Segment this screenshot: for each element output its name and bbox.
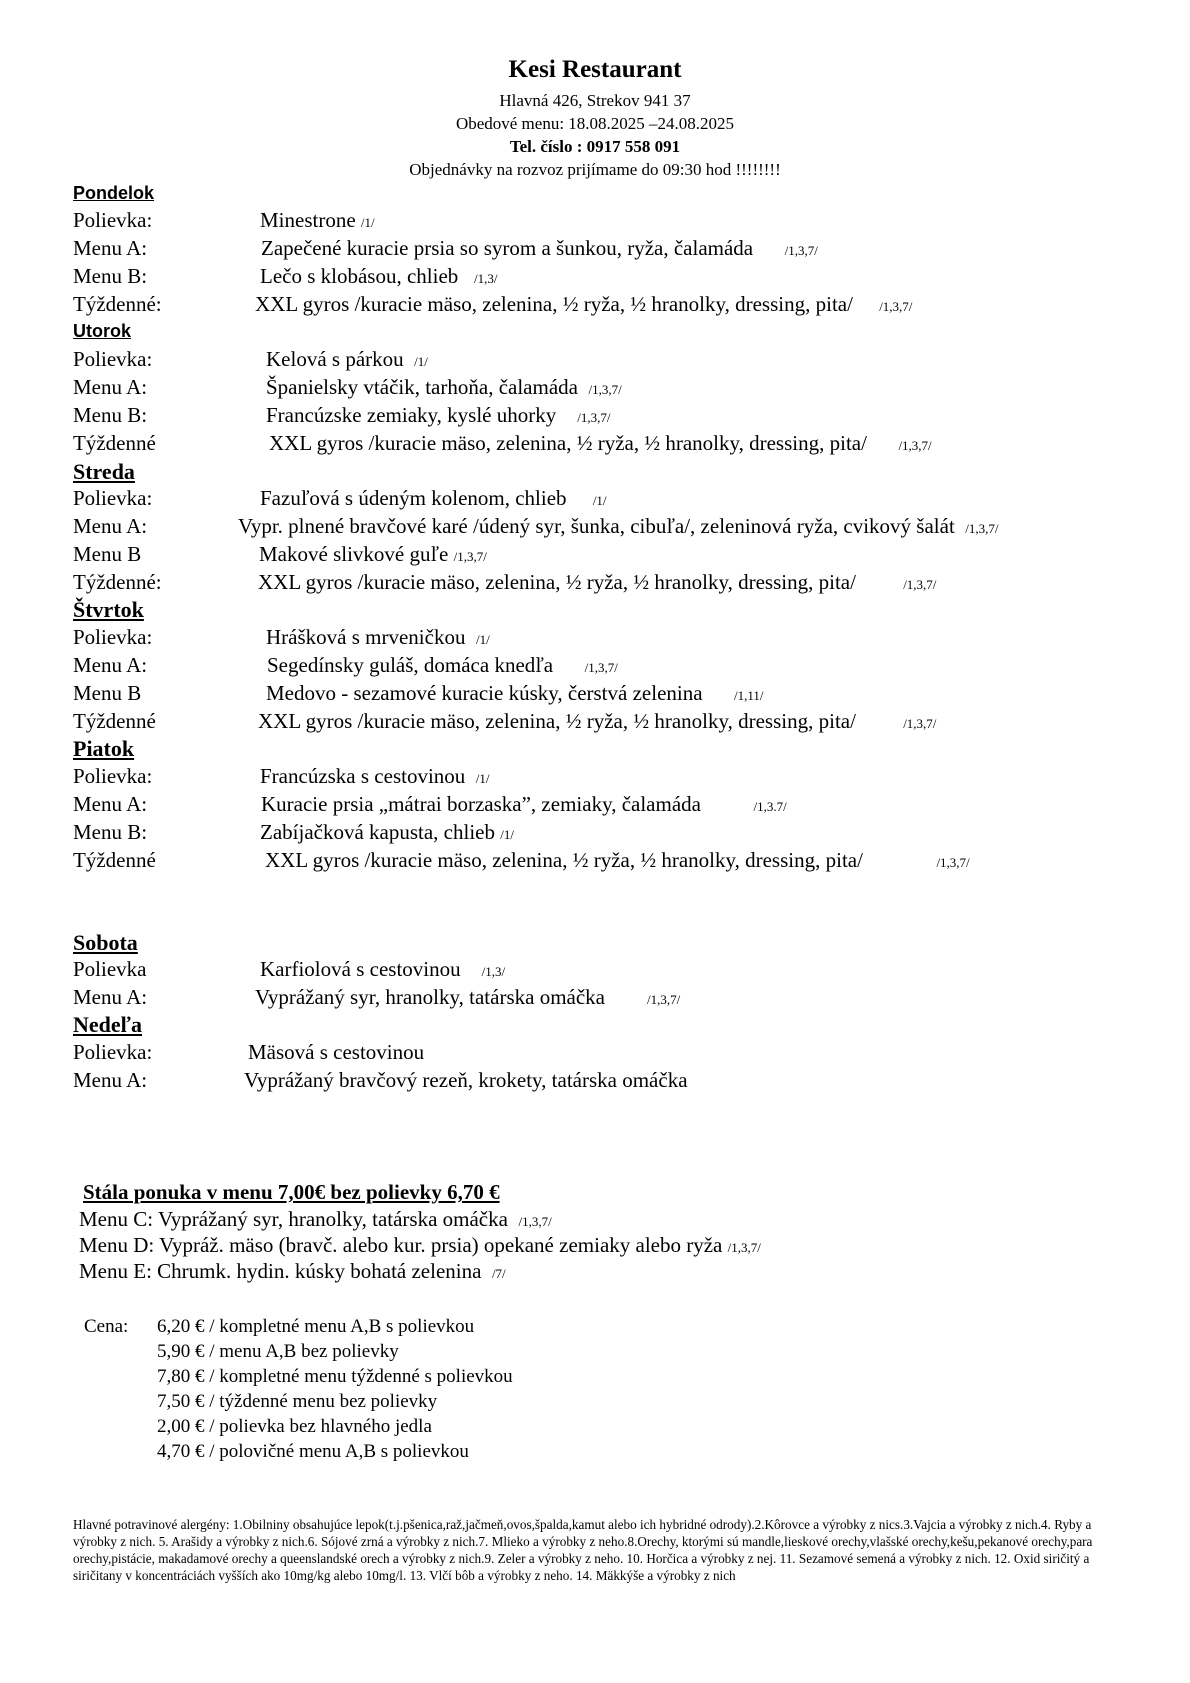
dish: Hrášková s mrveničkou /1/ <box>266 625 490 649</box>
row-label: Týždenné <box>73 709 156 733</box>
dish: Francúzske zemiaky, kyslé uhorky /1,3,7/ <box>266 403 611 427</box>
row-label: Polievka: <box>73 625 153 649</box>
dish: Zabíjačková kapusta, chlieb /1/ <box>260 820 514 844</box>
row-label: Menu A: <box>73 985 148 1009</box>
day-heading-stvrtok: Štvrtok <box>73 597 144 622</box>
dish: Karfiolová s cestovinou /1,3/ <box>260 957 506 981</box>
row-label: Menu A: <box>73 236 148 260</box>
allergens-note: Hlavné potravinové alergény: 1.Obilniny obsahujúce lepok(t.j.pšenica,raž,jačmeň,ovos,špalda,kamut alebo ich hybridné odrody).2.Kôrovce a výrobky z nics.3.Vajcia a výrobky z nich.4. Ryby a výrobky z nich. 5. Arašidy a výrobky z nich.6. Sójové zrná a výrobky z nich.7. Mlieko a výrobky z neho.8.Orechy, ktorými sú mandle,lieskové orechy,vlašské orechy,kešu,pekanové orechy,para orechy,pistácie, makadamové orechy a queenslandské orech a výrobky z nich.9. Zeler a výrobky z neho. 10. Horčica a výrobky z nej. 11. Sezamové semená a výrobky z nich. 12. Oxid siričitý a siričitany v koncentráciách vyšších ako 10mg/kg alebo 10mg/l. 13. Vlčí bôb a výrobky z neho. 14. Mäkkýše a výrobky z nich <box>73 1517 1093 1583</box>
allergen-codes: /1,3,7/ <box>577 410 611 425</box>
fixed-offer-title: Stála ponuka v menu 7,00€ bez polievky 6,70 € <box>83 1180 500 1204</box>
price-item: 6,20 € / kompletné menu A,B s polievkou <box>157 1316 475 1337</box>
price-label: Cena: <box>84 1316 129 1337</box>
row-label: Polievka: <box>73 208 153 232</box>
dish: Vyprážaný bravčový rezeň, krokety, tatárska omáčka <box>244 1068 688 1092</box>
dish: Medovo - sezamové kuracie kúsky, čerstvá zelenina /1,11/ <box>266 681 764 705</box>
allergen-codes: /1/ <box>360 215 375 230</box>
menu-period: Obedové menu: 18.08.2025 –24.08.2025 <box>455 114 735 133</box>
dish: Segedínsky guláš, domáca knedľa /1,3,7/ <box>267 653 618 677</box>
row-label: Menu B <box>73 542 142 566</box>
allergen-codes: /1,3.7/ <box>753 799 787 814</box>
allergen-codes: /1,3,7/ <box>647 992 681 1007</box>
restaurant-title: Kesi Restaurant <box>508 56 682 83</box>
allergen-codes: /1,3,7/ <box>965 521 999 536</box>
allergen-codes: /1/ <box>592 493 607 508</box>
fixed-offer-item: Menu D: Vypráž. mäso (bravč. alebo kur. prsia) opekané zemiaky alebo ryža /1,3,7/ <box>79 1233 761 1257</box>
phone-number: Tel. číslo : 0917 558 091 <box>509 137 681 156</box>
price-item: 5,90 € / menu A,B bez polievky <box>157 1341 399 1362</box>
allergen-codes: /1,3,7/ <box>903 577 937 592</box>
dish: XXL gyros /kuracie mäso, zelenina, ½ ryža, ½ hranolky, dressing, pita/ /1,3,7/ <box>269 431 932 455</box>
price-item: 4,70 € / polovičné menu A,B s polievkou <box>157 1441 469 1462</box>
allergen-codes: /1/ <box>414 354 428 369</box>
allergen-codes: /1,3,7/ <box>588 382 622 397</box>
row-label: Menu B: <box>73 403 148 427</box>
day-heading-piatok: Piatok <box>73 736 135 761</box>
dish: Vypr. plnené bravčové karé /údený syr, šunka, cibuľa/, zeleninová ryža, cvikový šalát /1,3,7/ <box>238 514 999 538</box>
dish: Španielsky vtáčik, tarhoňa, čalamáda /1,3,7/ <box>266 375 622 399</box>
dish: XXL gyros /kuracie mäso, zelenina, ½ ryža, ½ hranolky, dressing, pita/ /1,3,7/ <box>258 709 937 733</box>
allergen-codes: /1,3/ <box>481 964 506 979</box>
allergen-codes: /1,3,7/ <box>936 855 970 870</box>
day-heading-pondelok: Pondelok <box>73 183 155 203</box>
allergen-codes: /1,3,7/ <box>879 299 913 314</box>
allergen-codes: /1,11/ <box>734 688 764 703</box>
day-heading-streda: Streda <box>73 459 135 484</box>
row-label: Menu A: <box>73 1068 148 1092</box>
dish: XXL gyros /kuracie mäso, zelenina, ½ ryža, ½ hranolky, dressing, pita/ /1,3,7/ <box>265 848 970 872</box>
dish: XXL gyros /kuracie mäso, zelenina, ½ ryža, ½ hranolky, dressing, pita/ /1,3,7/ <box>255 292 913 316</box>
delivery-notice: Objednávky na rozvoz prijímame do 09:30 hod !!!!!!!! <box>409 160 781 179</box>
row-label: Týždenné <box>73 431 156 455</box>
dish: Fazuľová s údeným kolenom, chlieb /1/ <box>260 486 607 510</box>
price-item: 7,50 € / týždenné menu bez polievky <box>157 1391 438 1412</box>
allergen-codes: /1,3,7/ <box>453 549 487 564</box>
allergen-codes: /7/ <box>491 1266 506 1281</box>
row-label: Polievka: <box>73 1040 153 1064</box>
dish: Francúzska s cestovinou /1/ <box>260 764 490 788</box>
allergen-codes: /1,3,7/ <box>518 1214 552 1229</box>
row-label: Menu A: <box>73 653 148 677</box>
allergen-codes: /1,3,7/ <box>584 660 618 675</box>
row-label: Polievka <box>73 957 147 981</box>
day-heading-utorok: Utorok <box>73 321 131 341</box>
row-label: Polievka: <box>73 764 153 788</box>
dish: Kelová s párkou /1/ <box>266 347 428 371</box>
dish: Makové slivkové guľe /1,3,7/ <box>259 542 487 566</box>
allergen-codes: /1,3,7/ <box>727 1240 761 1255</box>
fixed-offer-item: Menu C: Vyprážaný syr, hranolky, tatárska omáčka /1,3,7/ <box>79 1207 552 1231</box>
price-item: 7,80 € / kompletné menu týždenné s polievkou <box>157 1366 513 1387</box>
allergen-codes: /1,3,7/ <box>903 716 937 731</box>
row-label: Menu B: <box>73 264 148 288</box>
row-label: Menu B <box>73 681 142 705</box>
allergen-codes: /1/ <box>475 632 490 647</box>
allergen-codes: /1,3,7/ <box>784 243 818 258</box>
day-heading-sobota: Sobota <box>73 930 138 955</box>
row-label: Menu B: <box>73 820 148 844</box>
row-label: Týždenné: <box>73 570 162 594</box>
restaurant-address: Hlavná 426, Strekov 941 37 <box>499 91 691 110</box>
row-label: Polievka: <box>73 486 153 510</box>
dish: Minestrone /1/ <box>260 208 375 232</box>
dish: Vyprážaný syr, hranolky, tatárska omáčka /1,3,7/ <box>255 985 681 1009</box>
dish: Kuracie prsia „mátrai borzaska”, zemiaky, čalamáda /1,3.7/ <box>261 792 787 816</box>
row-label: Polievka: <box>73 347 153 371</box>
day-heading-nedela: Nedeľa <box>73 1012 142 1037</box>
allergen-codes: /1/ <box>475 771 490 786</box>
dish: Mäsová s cestovinou <box>248 1040 425 1064</box>
row-label: Týždenné <box>73 848 156 872</box>
fixed-offer-item: Menu E: Chrumk. hydin. kúsky bohatá zelenina /7/ <box>79 1259 506 1283</box>
row-label: Týždenné: <box>73 292 162 316</box>
allergen-codes: /1,3/ <box>474 271 498 286</box>
row-label: Menu A: <box>73 792 148 816</box>
row-label: Menu A: <box>73 375 148 399</box>
dish: Lečo s klobásou, chlieb /1,3/ <box>260 264 498 288</box>
row-label: Menu A: <box>73 514 148 538</box>
allergen-codes: /1/ <box>500 827 514 842</box>
dish: Zapečené kuracie prsia so syrom a šunkou, ryža, čalamáda /1,3,7/ <box>261 236 818 260</box>
allergen-codes: /1,3,7/ <box>898 438 932 453</box>
dish: XXL gyros /kuracie mäso, zelenina, ½ ryža, ½ hranolky, dressing, pita/ /1,3,7/ <box>258 570 937 594</box>
price-item: 2,00 € / polievka bez hlavného jedla <box>157 1416 432 1437</box>
